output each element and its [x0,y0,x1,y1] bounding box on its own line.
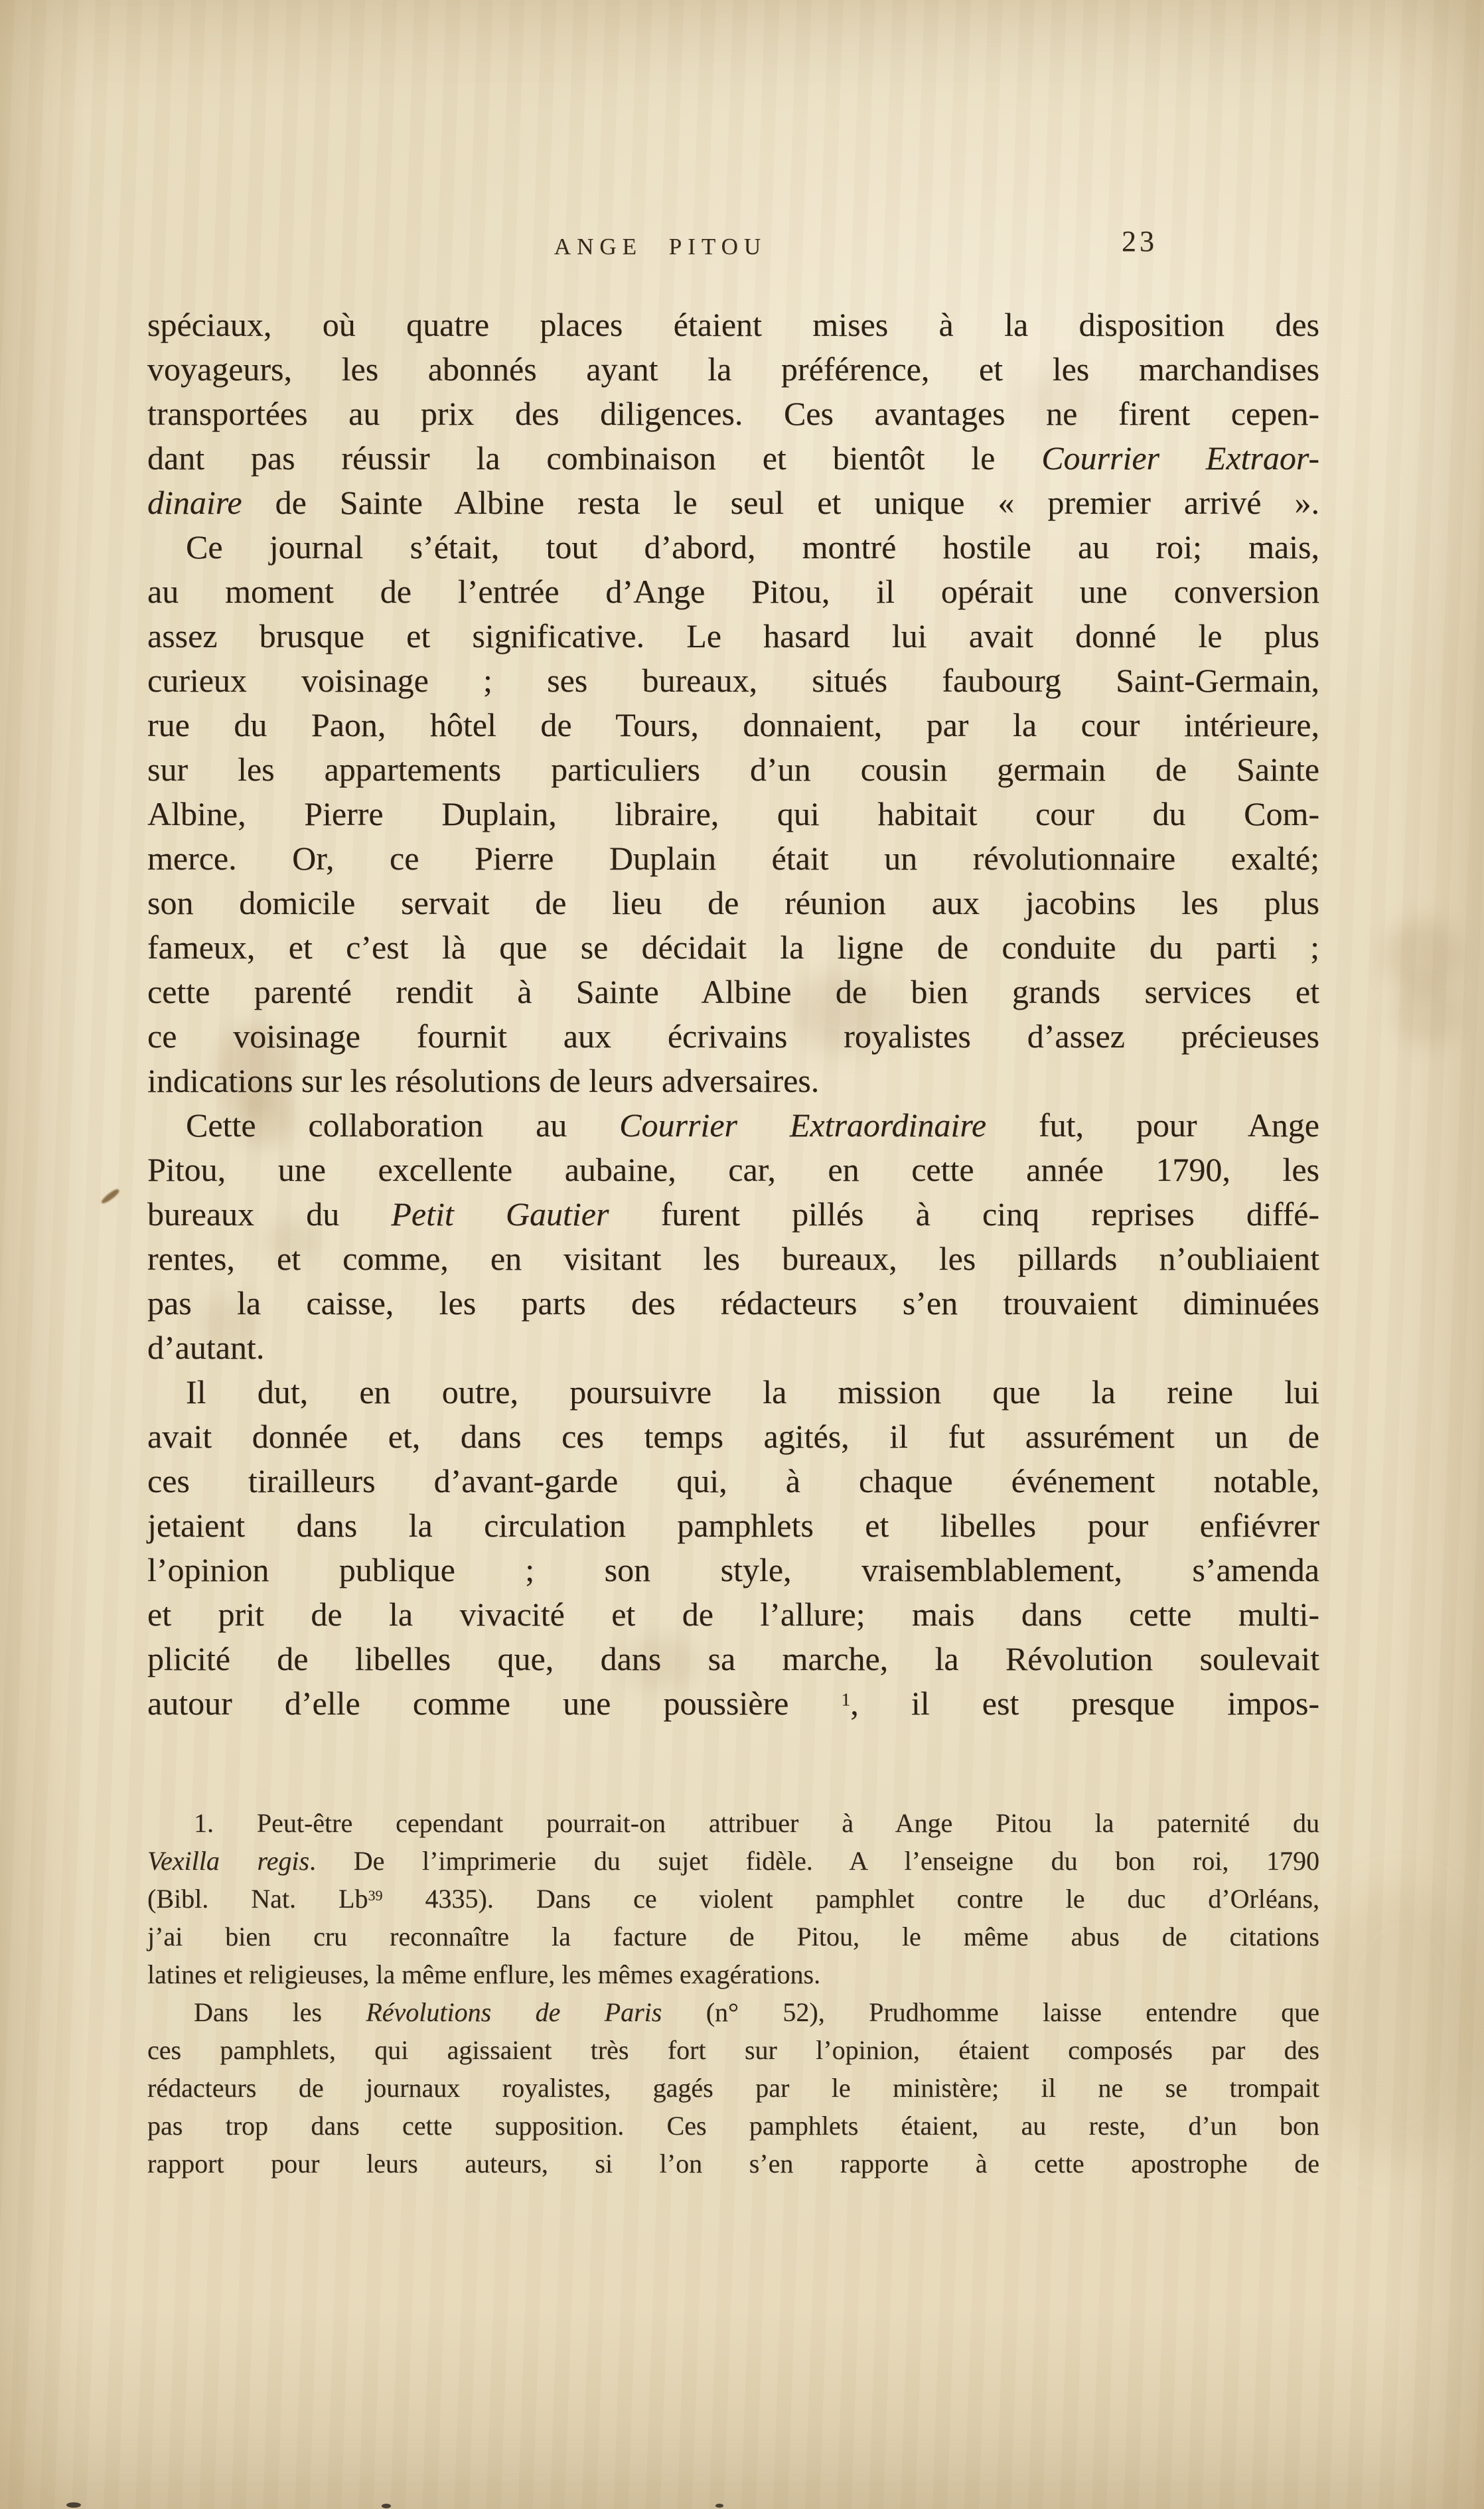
italic-text-run: Révolutions de Paris [366,1997,662,2027]
body-line [147,1281,1319,1326]
body-line [147,303,1319,347]
text-run: autour d’elle comme une poussière [147,1685,842,1722]
body-line [147,1326,1319,1370]
text-run: Il dut, en outre, poursuivre la mission que la reine lui [186,1373,1319,1410]
body-line [147,436,1319,481]
body-line [147,1059,1319,1103]
body-line [147,970,1319,1014]
foot-line [147,1880,1319,1918]
text-run: j’ai bien cru reconnaître la facture de Pitou, le même abus de citations [147,1922,1319,1951]
body-line [147,792,1319,836]
body-line [147,658,1319,703]
text-run: bureaux du [147,1195,392,1233]
text-run: Pitou, une excellente aubaine, car, en cette année 1790, les [147,1151,1319,1188]
text-run: fut, pour Ange [986,1106,1320,1144]
body-line [147,1681,1319,1726]
text-run: cette parenté rendit à Sainte Albine de bien grands services et [147,973,1319,1010]
page-edge-speck [66,2502,81,2508]
text-run: l’opinion publique ; son style, vraisemblablement, s’amenda [147,1551,1319,1588]
text-run: . De l’imprimerie du sujet fidèle. A l’enseigne du bon roi, 1790 [309,1846,1319,1876]
text-run: rue du Paon, hôtel de Tours, donnaient, par la cour intérieure, [147,706,1319,743]
body-line [147,881,1319,925]
paragraph-journal [147,525,1319,1103]
text-run: Cette collaboration au [186,1106,620,1144]
text-run: jetaient dans la circulation pamphlets et libelles pour enfiévrer [147,1507,1319,1544]
text-run: ce voisinage fournit aux écrivains royalistes d’assez précieuses [147,1018,1319,1055]
text-run: sur les appartements particuliers d’un cousin germain de Sainte [147,751,1319,788]
body-line [147,614,1319,658]
body-line [147,1192,1319,1237]
body-line [147,1637,1319,1681]
footnote-reference: 39 [368,1887,383,1904]
text-run: et prit de la vivacité et de l’allure; mais dans cette multi- [147,1596,1319,1633]
body-line [147,1414,1319,1459]
text-run: Ce journal s’était, tout d’abord, montré hostile au roi; mais, [186,528,1319,566]
text-run: fameux, et c’est là que se décidait la ligne de conduite du parti ; [147,929,1319,966]
text-run: rentes, et comme, en visitant les bureaux, les pillards n’oubliaient [147,1240,1319,1277]
text-run: ces pamphlets, qui agissaient très fort sur l’opinion, étaient composés par des [147,2035,1319,2065]
italic-text-run: dinaire [147,484,242,521]
foot-line [147,1955,1319,1993]
italic-text-run: Petit Gautier [391,1195,609,1233]
text-run: spéciaux, où quatre places étaient mises à la disposition des [147,306,1319,343]
foot-line [147,1918,1319,1955]
body-line [147,1148,1319,1192]
body-line [147,703,1319,747]
text-run: (n° 52), Prudhomme laisse entendre que [662,1997,1320,2027]
body-text-block [147,303,1319,1726]
italic-text-run: Vexilla regis [147,1846,310,1876]
text-run: rapport pour leurs auteurs, si l’on s’en rapporte à cette apostrophe de [147,2149,1319,2178]
text-run: au moment de l’entrée d’Ange Pitou, il opérait une conversion [147,573,1319,610]
body-line [147,747,1319,792]
text-run: d’autant. [147,1329,265,1366]
text-run: dant pas réussir la combinaison et bientôt le [147,439,1042,477]
text-run: voyageurs, les abonnés ayant la préférence, et les marchandises [147,350,1319,388]
text-run: Albine, Pierre Duplain, libraire, qui habitait cour du Com- [147,795,1319,832]
running-title: ANGE PITOU [554,234,767,260]
foot-line [147,1804,1319,1842]
text-run: , il est presque impos- [850,1685,1319,1722]
text-run: de Sainte Albine resta le seul et unique « premier arrivé ». [242,484,1319,521]
body-line [147,1014,1319,1059]
text-run: plicité de libelles que, dans sa marche, la Révolution soulevait [147,1640,1319,1677]
foot-line [147,1842,1319,1880]
foot-line [147,2145,1319,2182]
paragraph-courrier [147,303,1319,525]
text-run: 1. Peut-être cependant pourrait-on attribuer à Ange Pitou la paternité du [194,1808,1319,1838]
page-edge-speck [715,2504,723,2508]
text-run: rédacteurs de journaux royalistes, gagés par le ministère; il ne se trompait [147,2073,1319,2103]
text-run: ces tirailleurs d’avant-garde qui, à chaque événement notable, [147,1462,1319,1499]
foot-line [147,2069,1319,2107]
text-run: curieux voisinage ; ses bureaux, situés faubourg Saint-Germain, [147,662,1319,699]
text-run: transportées au prix des diligences. Ces avantages ne firent cepen- [147,395,1319,432]
text-run: 4335). Dans ce violent pamphlet contre le duc d’Orléans, [382,1884,1319,1914]
italic-text-run: Courrier Extraordinaire [619,1106,987,1144]
page-edge-speck [382,2504,391,2508]
text-run: assez brusque et significative. Le hasard lui avait donné le plus [147,617,1319,654]
body-line [147,1370,1319,1414]
text-run: pas la caisse, les parts des rédacteurs s’en trouvaient diminuées [147,1284,1319,1322]
footnote-1-revolutions [147,1993,1319,2182]
page-number: 23 [1122,225,1157,258]
text-run: indications sur les résolutions de leurs adversaires. [147,1062,820,1099]
footnote-reference: 1 [841,1689,851,1710]
footnote-block [147,1804,1319,2182]
body-line [147,481,1319,525]
body-line [147,392,1319,436]
body-line [147,570,1319,614]
text-run: avait donnée et, dans ces temps agités, il fut assurément un de [147,1418,1319,1455]
foot-line [147,2031,1319,2069]
text-run: latines et religieuses, la même enflure, les mêmes exagérations. [147,1959,821,1989]
text-run: (Bibl. Nat. Lb [147,1884,368,1914]
foot-line [147,1993,1319,2031]
body-line [147,1592,1319,1637]
body-line [147,1503,1319,1548]
paragraph-collaboration [147,1103,1319,1370]
body-line [147,1548,1319,1592]
text-run: son domicile servait de lieu de réunion aux jacobins les plus [147,884,1319,921]
text-run: Dans les [194,1997,366,2027]
body-line [147,1237,1319,1281]
text-run: merce. Or, ce Pierre Duplain était un révolutionnaire exalté; [147,840,1319,877]
italic-text-run: Courrier Extraor- [1041,439,1320,477]
body-line [147,1459,1319,1503]
body-line [147,925,1319,970]
body-line [147,1103,1319,1148]
body-line [147,525,1319,570]
text-run: furent pillés à cinq reprises diffé- [609,1195,1319,1233]
body-line [147,347,1319,392]
body-line [147,836,1319,881]
foot-line [147,2107,1319,2145]
text-run: pas trop dans cette supposition. Ces pamphlets étaient, au reste, d’un bon [147,2111,1319,2141]
paragraph-mission [147,1370,1319,1726]
footnote-1-vexilla [147,1804,1319,1993]
